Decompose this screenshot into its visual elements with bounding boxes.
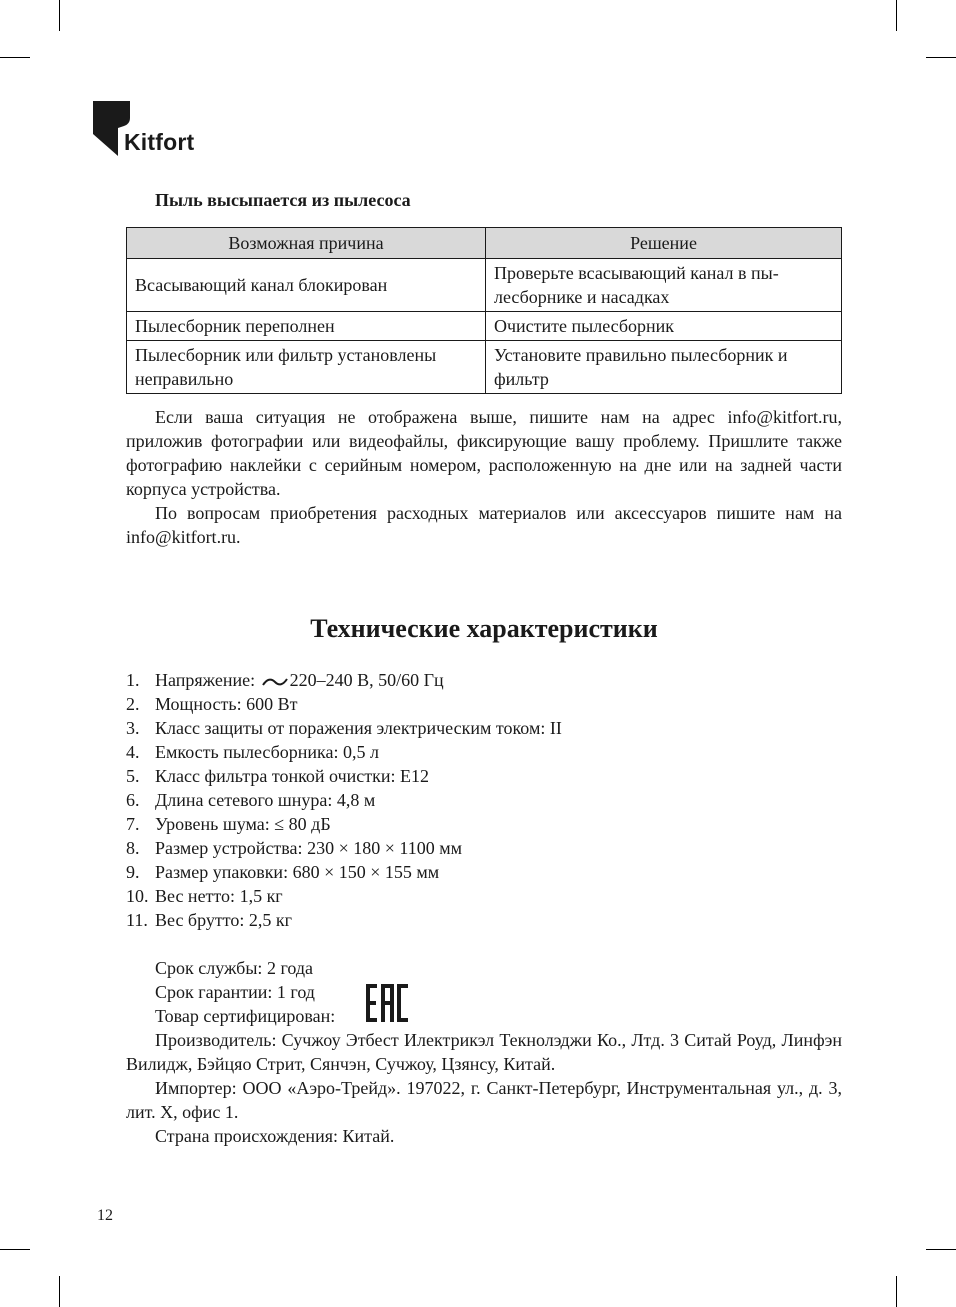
list-item: 10. Вес нетто: 1,5 кг (126, 886, 283, 906)
page-title: Технические характеристики (310, 614, 658, 643)
table-cell: Проверьте всасывающий канал в пы-лесборнике и насадках (486, 259, 842, 312)
troubleshooting-table (126, 227, 842, 394)
page-number: 12 (97, 1207, 113, 1224)
accessories-paragraph: По вопросам приобретения расходных материалов или аксессуаров пишите нам на info@kitfort.ru. (126, 503, 842, 547)
list-item: 3. Класс защиты от поражения электрическим током: II (126, 718, 562, 738)
crop-mark (926, 57, 956, 58)
list-item: 5. Класс фильтра тонкой очистки: E12 (126, 766, 430, 786)
table-cell: Пылесборник или фильтр установлены неправильно (127, 341, 486, 394)
service-life: Срок службы: 2 года (155, 958, 314, 978)
crop-mark (0, 57, 30, 58)
table-cell: Установите правильно пылесборник и фильтр (486, 341, 842, 394)
manufacturer: Производитель: Сучжоу Этбест Илектрикэл Текнолэджи Ко., Лтд. 3 Ситай Роуд, Линфэн Вилидж, Бэйцяо Стрит, Сянчэн, Сучжоу, Цзянсу, Китай. (126, 1030, 842, 1074)
list-item: 1. Напряжение: 220–240 В, 50/60 Гц (126, 670, 444, 690)
crop-mark (59, 0, 60, 31)
crop-mark (896, 0, 897, 31)
list-item: 7. Уровень шума: ≤ 80 дБ (126, 814, 331, 834)
crop-mark (59, 1276, 60, 1307)
crop-mark (896, 1276, 897, 1307)
table-header-row (127, 228, 842, 259)
certified: Товар сертифицирован: (155, 1006, 336, 1026)
table-cell: Очистите пылесборник (486, 312, 842, 341)
list-item: 11. Вес брутто: 2,5 кг (126, 910, 292, 930)
list-item: 4. Емкость пылесборника: 0,5 л (126, 742, 379, 762)
list-item: 9. Размер упаковки: 680 × 150 × 155 мм (126, 862, 440, 882)
crop-mark (0, 1249, 30, 1250)
table-row (127, 312, 842, 341)
list-item: 8. Размер устройства: 230 × 180 × 1100 мм (126, 838, 462, 858)
table-header: Решение (486, 228, 842, 259)
specs-list (126, 668, 562, 932)
eac-mark-icon (366, 984, 408, 1022)
importer: Импортер: ООО «Аэро-Трейд». 197022, г. Санкт-Петербург, Инструментальная ул., д. 3, лит. Х, офис 1. (126, 1078, 842, 1122)
list-item: 2. Мощность: 600 Вт (126, 694, 298, 714)
brand-name: Kitfort (124, 129, 195, 155)
ac-current-icon (262, 675, 288, 689)
section-heading: Пыль высыпается из пылесоса (155, 190, 411, 210)
service-info (155, 956, 335, 1028)
crop-mark (926, 1249, 956, 1250)
table-cell: Всасывающий канал блокирован (127, 259, 486, 312)
table-row (127, 259, 842, 312)
contact-paragraph: Если ваша ситуация не отображена выше, пишите нам на адрес info@kitfort.ru, приложив фотографии или видеофайлы, фиксирующие вашу проблему. Пришлите также фотографию наклейки с серийным номером, расположенную на дне или на задней части корпуса устройства. (126, 407, 842, 499)
list-item: 6. Длина сетевого шнура: 4,8 м (126, 790, 376, 810)
table-row (127, 341, 842, 394)
table-header: Возможная причина (127, 228, 486, 259)
table-cell: Пылесборник переполнен (127, 312, 486, 341)
origin: Страна происхождения: Китай. (155, 1126, 395, 1146)
warranty: Срок гарантии: 1 год (155, 982, 315, 1002)
